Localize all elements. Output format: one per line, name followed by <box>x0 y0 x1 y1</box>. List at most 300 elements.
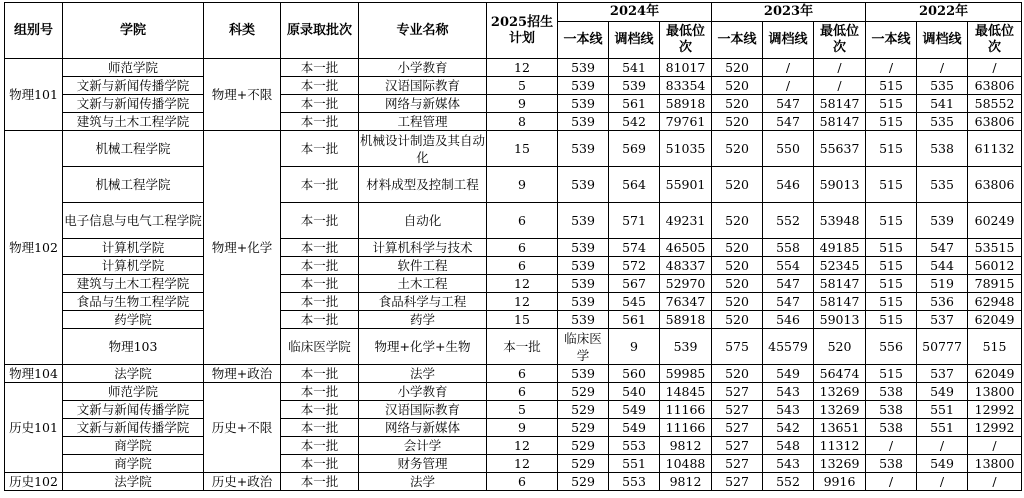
y2022-rank-cell: 78915 <box>968 275 1022 293</box>
y2023-line-cell: 520 <box>712 113 763 131</box>
header-major: 专业名称 <box>359 3 487 59</box>
college-cell: 师范学院 <box>63 383 204 401</box>
subject-cell: 物理+政治 <box>204 365 281 383</box>
table-row <box>5 59 1022 77</box>
y2024-cutoff-cell: 545 <box>609 293 660 311</box>
y2024-cutoff-cell: 572 <box>609 257 660 275</box>
y2024-cutoff-cell: 561 <box>609 311 660 329</box>
y2022-rank-cell: 56012 <box>968 257 1022 275</box>
batch-cell: 本一批 <box>487 329 558 365</box>
table-row <box>5 401 1022 419</box>
y2022-cutoff-cell: 544 <box>917 257 968 275</box>
y2023-rank-cell: 58147 <box>814 113 866 131</box>
college-cell: 计算机学院 <box>63 257 204 275</box>
header-2023-cutoff: 调档线 <box>763 22 814 59</box>
y2022-line-cell: 538 <box>866 455 917 473</box>
y2023-line-cell: 520 <box>712 203 763 239</box>
y2022-line-cell: 538 <box>866 383 917 401</box>
major-cell: 食品科学与工程 <box>359 293 487 311</box>
group-cell: 历史101 <box>5 383 63 473</box>
header-year-2023: 2023年 <box>712 3 866 22</box>
y2022-line-cell: 515 <box>866 77 917 95</box>
y2022-cutoff-cell: 537 <box>917 365 968 383</box>
batch-cell: 本一批 <box>281 311 359 329</box>
y2022-line-cell: / <box>866 437 917 455</box>
header-subject: 科类 <box>204 3 281 59</box>
y2023-rank-cell: 50777 <box>917 329 968 365</box>
y2024-rank-cell: 11166 <box>660 401 712 419</box>
college-cell: 文新与新闻传播学院 <box>63 77 204 95</box>
y2023-line-cell: 520 <box>814 329 866 365</box>
y2023-cutoff-cell: 542 <box>763 419 814 437</box>
batch-cell: 本一批 <box>281 365 359 383</box>
y2022-cutoff-cell: 536 <box>917 293 968 311</box>
y2023-rank-cell: 58147 <box>814 275 866 293</box>
y2022-rank-cell: 63806 <box>968 167 1022 203</box>
table-row <box>5 311 1022 329</box>
college-cell: 商学院 <box>63 455 204 473</box>
y2022-rank-cell: 62948 <box>968 293 1022 311</box>
table-row <box>5 455 1022 473</box>
y2022-line-cell: 515 <box>866 293 917 311</box>
batch-cell: 本一批 <box>281 257 359 275</box>
college-cell: 文新与新闻传播学院 <box>63 95 204 113</box>
plan-cell: 5 <box>487 401 558 419</box>
header-2022-rank: 最低位次 <box>968 22 1022 59</box>
y2023-line-cell: 520 <box>712 239 763 257</box>
group-cell: 历史102 <box>5 473 63 491</box>
major-cell: 土木工程 <box>359 275 487 293</box>
y2023-line-cell: 520 <box>712 131 763 167</box>
group-cell: 物理101 <box>5 59 63 131</box>
y2023-cutoff-cell: 549 <box>763 365 814 383</box>
plan-cell: 9 <box>487 419 558 437</box>
plan-cell: 9 <box>487 95 558 113</box>
y2024-line-cell: 529 <box>558 401 609 419</box>
y2023-rank-cell: 59013 <box>814 311 866 329</box>
y2022-cutoff-cell: 547 <box>917 239 968 257</box>
y2022-rank-cell: 58552 <box>968 95 1022 113</box>
y2024-line-cell: 539 <box>558 77 609 95</box>
y2022-line-cell: 515 <box>866 167 917 203</box>
major-cell: 会计学 <box>359 437 487 455</box>
y2023-cutoff-cell: 556 <box>866 329 917 365</box>
y2023-cutoff-cell: / <box>763 59 814 77</box>
subject-cell: 历史+政治 <box>204 473 281 491</box>
table-row <box>5 95 1022 113</box>
y2023-rank-cell: 58147 <box>814 293 866 311</box>
header-batch: 原录取批次 <box>281 3 359 59</box>
y2023-rank-cell: / <box>814 77 866 95</box>
y2023-cutoff-cell: / <box>763 77 814 95</box>
college-cell: 法学院 <box>63 365 204 383</box>
batch-cell: 本一批 <box>281 131 359 167</box>
college-cell: 电子信息与电气工程学院 <box>63 203 204 239</box>
y2024-rank-cell: 14845 <box>660 383 712 401</box>
major-cell: 计算机科学与技术 <box>359 239 487 257</box>
plan-cell: 6 <box>487 257 558 275</box>
y2022-rank-cell: 13800 <box>968 455 1022 473</box>
y2023-line-cell: 520 <box>712 275 763 293</box>
plan-cell: 6 <box>487 383 558 401</box>
table-row <box>5 419 1022 437</box>
major-cell: 法学 <box>359 473 487 491</box>
y2024-cutoff-cell: 575 <box>712 329 763 365</box>
y2024-rank-cell: 9812 <box>660 437 712 455</box>
plan-cell: 12 <box>487 293 558 311</box>
y2022-rank-cell: 63806 <box>968 77 1022 95</box>
y2023-line-cell: 527 <box>712 455 763 473</box>
batch-cell: 本一批 <box>281 455 359 473</box>
table-row <box>5 239 1022 257</box>
y2022-cutoff-cell: 537 <box>917 311 968 329</box>
y2024-rank-cell: 10488 <box>660 455 712 473</box>
y2022-cutoff-cell: 549 <box>917 383 968 401</box>
major-cell: 小学教育 <box>359 383 487 401</box>
plan-cell: 6 <box>487 473 558 491</box>
y2023-cutoff-cell: 552 <box>763 473 814 491</box>
y2024-line-cell: 539 <box>558 131 609 167</box>
y2023-line-cell: 520 <box>712 59 763 77</box>
major-cell: 软件工程 <box>359 257 487 275</box>
y2023-line-cell: 520 <box>712 293 763 311</box>
y2022-rank-cell: 60249 <box>968 203 1022 239</box>
y2024-cutoff-cell: 542 <box>609 113 660 131</box>
y2024-line-cell: 539 <box>558 167 609 203</box>
y2022-line-cell: 515 <box>968 329 1022 365</box>
table-row <box>5 329 1022 365</box>
y2024-line-cell: 539 <box>558 59 609 77</box>
y2024-cutoff-cell: 574 <box>609 239 660 257</box>
y2023-line-cell: 520 <box>712 95 763 113</box>
y2023-rank-cell: 55637 <box>814 131 866 167</box>
y2023-line-cell: 527 <box>712 419 763 437</box>
y2024-line-cell: 529 <box>558 473 609 491</box>
y2024-line-cell: 539 <box>558 293 609 311</box>
y2024-cutoff-cell: 549 <box>609 419 660 437</box>
major-cell: 临床医学 <box>558 329 609 365</box>
y2022-rank-cell: 12992 <box>968 401 1022 419</box>
y2023-line-cell: 527 <box>712 437 763 455</box>
y2023-cutoff-cell: 547 <box>763 95 814 113</box>
major-cell: 法学 <box>359 365 487 383</box>
batch-cell: 本一批 <box>281 419 359 437</box>
y2023-line-cell: 520 <box>712 365 763 383</box>
batch-cell: 本一批 <box>281 383 359 401</box>
batch-cell: 本一批 <box>281 239 359 257</box>
y2023-cutoff-cell: 552 <box>763 203 814 239</box>
major-cell: 药学 <box>359 311 487 329</box>
y2022-cutoff-cell: 519 <box>917 275 968 293</box>
y2023-line-cell: 527 <box>712 401 763 419</box>
table-row <box>5 473 1022 491</box>
y2022-line-cell: 538 <box>866 419 917 437</box>
y2024-line-cell: 529 <box>558 419 609 437</box>
y2024-rank-cell: 11166 <box>660 419 712 437</box>
y2023-line-cell: 520 <box>712 77 763 95</box>
y2022-cutoff-cell: 539 <box>917 203 968 239</box>
plan-cell: 8 <box>487 113 558 131</box>
major-cell: 小学教育 <box>359 59 487 77</box>
y2022-cutoff-cell: 549 <box>917 455 968 473</box>
y2023-rank-cell: 49185 <box>814 239 866 257</box>
y2022-cutoff-cell: 551 <box>917 401 968 419</box>
y2023-cutoff-cell: 550 <box>763 131 814 167</box>
y2022-line-cell: 538 <box>866 401 917 419</box>
header-2022-cutoff: 调档线 <box>917 22 968 59</box>
y2024-line-cell: 529 <box>558 455 609 473</box>
y2024-rank-cell: 9812 <box>660 473 712 491</box>
y2024-cutoff-cell: 539 <box>609 77 660 95</box>
major-cell: 机械设计制造及其自动化 <box>360 132 486 165</box>
major-cell: 工程管理 <box>359 113 487 131</box>
y2022-rank-cell: / <box>968 437 1022 455</box>
y2022-rank-cell: 62049 <box>968 365 1022 383</box>
plan-cell: 12 <box>487 59 558 77</box>
y2024-cutoff-cell: 549 <box>609 401 660 419</box>
y2023-rank-cell: 52345 <box>814 257 866 275</box>
table-row <box>5 293 1022 311</box>
y2024-line-cell: 539 <box>558 257 609 275</box>
y2024-rank-cell: 83354 <box>660 77 712 95</box>
y2024-cutoff-cell: 551 <box>609 455 660 473</box>
y2024-line-cell: 529 <box>558 383 609 401</box>
college-cell: 法学院 <box>63 473 204 491</box>
header-2024-line: 一本线 <box>558 22 609 59</box>
y2024-cutoff-cell: 541 <box>609 59 660 77</box>
college-cell: 商学院 <box>63 437 204 455</box>
y2022-line-cell: 515 <box>866 257 917 275</box>
college-cell: 临床医学院 <box>281 329 359 365</box>
y2022-rank-cell: 13800 <box>968 383 1022 401</box>
y2023-rank-cell: 59013 <box>814 167 866 203</box>
y2022-line-cell: 515 <box>866 203 917 239</box>
major-cell: 汉语国际教育 <box>359 77 487 95</box>
subject-cell: 物理+化学+生物 <box>359 329 487 365</box>
major-cell: 汉语国际教育 <box>359 401 487 419</box>
table-row <box>5 167 1022 203</box>
college-cell: 食品与生物工程学院 <box>63 293 204 311</box>
plan-cell: 12 <box>487 275 558 293</box>
y2023-rank-cell: / <box>814 59 866 77</box>
batch-cell: 本一批 <box>281 113 359 131</box>
subject-cell: 历史+不限 <box>204 383 281 473</box>
y2023-rank-cell: 9916 <box>814 473 866 491</box>
plan-cell: 15 <box>487 131 558 167</box>
y2022-line-cell: 515 <box>866 131 917 167</box>
plan-cell: 6 <box>487 203 558 239</box>
y2024-line-cell: 539 <box>558 275 609 293</box>
subject-cell: 物理+不限 <box>204 59 281 131</box>
y2024-rank-cell: 45579 <box>763 329 814 365</box>
y2024-rank-cell: 58918 <box>660 311 712 329</box>
table-row <box>5 257 1022 275</box>
plan-cell: 5 <box>487 77 558 95</box>
y2022-line-cell: 515 <box>866 365 917 383</box>
college-cell: 文新与新闻传播学院 <box>63 419 204 437</box>
major-cell: 网络与新媒体 <box>359 419 487 437</box>
header-2023-line: 一本线 <box>712 22 763 59</box>
header-2023-rank: 最低位次 <box>814 22 866 59</box>
college-cell: 建筑与土木工程学院 <box>63 113 204 131</box>
batch-cell: 本一批 <box>281 473 359 491</box>
group-cell: 物理102 <box>5 131 63 365</box>
table-row <box>5 365 1022 383</box>
y2024-cutoff-cell: 560 <box>609 365 660 383</box>
y2023-cutoff-cell: 543 <box>763 401 814 419</box>
y2024-rank-cell: 49231 <box>660 203 712 239</box>
college-cell: 计算机学院 <box>63 239 204 257</box>
group-cell: 物理104 <box>5 365 63 383</box>
header-plan: 2025招生计划 <box>487 3 558 59</box>
y2024-cutoff-cell: 569 <box>609 131 660 167</box>
y2023-cutoff-cell: 547 <box>763 113 814 131</box>
y2024-rank-cell: 59985 <box>660 365 712 383</box>
major-cell: 材料成型及控制工程 <box>359 167 487 203</box>
y2023-cutoff-cell: 548 <box>763 437 814 455</box>
college-cell: 机械工程学院 <box>63 131 204 167</box>
batch-cell: 本一批 <box>281 167 359 203</box>
plan-cell: 12 <box>487 455 558 473</box>
plan-cell: 9 <box>609 329 660 365</box>
table-row <box>5 113 1022 131</box>
header-2024-rank: 最低位次 <box>660 22 712 59</box>
y2024-line-cell: 539 <box>660 329 712 365</box>
major-cell: 自动化 <box>359 203 487 239</box>
y2023-rank-cell: 13651 <box>814 419 866 437</box>
y2024-rank-cell: 52970 <box>660 275 712 293</box>
y2022-line-cell: 515 <box>866 239 917 257</box>
y2024-line-cell: 539 <box>558 365 609 383</box>
major-cell: 财务管理 <box>359 455 487 473</box>
y2024-rank-cell: 81017 <box>660 59 712 77</box>
batch-cell: 本一批 <box>281 293 359 311</box>
batch-cell: 本一批 <box>281 401 359 419</box>
y2024-line-cell: 539 <box>558 95 609 113</box>
y2023-rank-cell: 56474 <box>814 365 866 383</box>
y2024-cutoff-cell: 553 <box>609 473 660 491</box>
plan-cell: 9 <box>487 167 558 203</box>
y2024-cutoff-cell: 561 <box>609 95 660 113</box>
header-group: 组别号 <box>5 3 63 59</box>
y2022-cutoff-cell: 535 <box>917 113 968 131</box>
y2022-cutoff-cell: 538 <box>917 131 968 167</box>
batch-cell: 本一批 <box>281 275 359 293</box>
y2022-line-cell: / <box>866 473 917 491</box>
y2022-line-cell: 515 <box>866 275 917 293</box>
y2022-rank-cell: 12992 <box>968 419 1022 437</box>
y2022-cutoff-cell: / <box>917 437 968 455</box>
y2024-rank-cell: 55901 <box>660 167 712 203</box>
y2023-line-cell: 520 <box>712 167 763 203</box>
y2022-rank-cell: / <box>968 473 1022 491</box>
college-cell: 师范学院 <box>63 59 204 77</box>
y2023-cutoff-cell: 543 <box>763 383 814 401</box>
y2023-cutoff-cell: 546 <box>763 167 814 203</box>
batch-cell: 本一批 <box>281 203 359 239</box>
batch-cell: 本一批 <box>281 77 359 95</box>
y2022-line-cell: 515 <box>866 311 917 329</box>
y2024-line-cell: 539 <box>558 203 609 239</box>
table-row <box>5 275 1022 293</box>
plan-cell: 6 <box>487 365 558 383</box>
y2024-line-cell: 539 <box>558 311 609 329</box>
y2023-rank-cell: 11312 <box>814 437 866 455</box>
y2022-cutoff-cell: / <box>917 59 968 77</box>
y2022-cutoff-cell: 551 <box>917 419 968 437</box>
major-cell: 网络与新媒体 <box>359 95 487 113</box>
admission-table <box>4 2 1022 491</box>
y2022-cutoff-cell: 541 <box>917 95 968 113</box>
plan-cell: 15 <box>487 311 558 329</box>
y2024-rank-cell: 46505 <box>660 239 712 257</box>
batch-cell: 本一批 <box>281 437 359 455</box>
y2023-cutoff-cell: 547 <box>763 293 814 311</box>
y2023-line-cell: 520 <box>712 311 763 329</box>
header-2022-line: 一本线 <box>866 22 917 59</box>
y2023-cutoff-cell: 547 <box>763 275 814 293</box>
table-row <box>5 77 1022 95</box>
y2024-cutoff-cell: 571 <box>609 203 660 239</box>
y2023-line-cell: 527 <box>712 473 763 491</box>
y2024-cutoff-cell: 564 <box>609 167 660 203</box>
college-cell: 文新与新闻传播学院 <box>63 401 204 419</box>
y2023-rank-cell: 13269 <box>814 401 866 419</box>
table-body <box>5 59 1022 491</box>
y2024-rank-cell: 58918 <box>660 95 712 113</box>
y2023-cutoff-cell: 558 <box>763 239 814 257</box>
y2022-rank-cell: 63806 <box>968 113 1022 131</box>
y2022-cutoff-cell: / <box>917 473 968 491</box>
table-row <box>5 437 1022 455</box>
y2023-cutoff-cell: 543 <box>763 455 814 473</box>
y2023-cutoff-cell: 554 <box>763 257 814 275</box>
y2024-line-cell: 529 <box>558 437 609 455</box>
y2022-rank-cell: 53515 <box>968 239 1022 257</box>
y2022-rank-cell: / <box>968 59 1022 77</box>
table-row <box>5 203 1022 239</box>
y2024-cutoff-cell: 553 <box>609 437 660 455</box>
header-year-2022: 2022年 <box>866 3 1022 22</box>
table-row <box>5 131 1022 167</box>
header-2024-cutoff: 调档线 <box>609 22 660 59</box>
college-cell: 建筑与土木工程学院 <box>63 275 204 293</box>
y2023-rank-cell: 13269 <box>814 455 866 473</box>
y2022-line-cell: / <box>866 59 917 77</box>
college-cell: 机械工程学院 <box>63 167 204 203</box>
y2024-rank-cell: 76347 <box>660 293 712 311</box>
y2023-line-cell: 520 <box>712 257 763 275</box>
header-college: 学院 <box>63 3 204 59</box>
plan-cell: 12 <box>487 437 558 455</box>
y2024-rank-cell: 79761 <box>660 113 712 131</box>
header-year-2024: 2024年 <box>558 3 712 22</box>
y2023-rank-cell: 58147 <box>814 95 866 113</box>
y2024-cutoff-cell: 540 <box>609 383 660 401</box>
y2022-cutoff-cell: 535 <box>917 77 968 95</box>
subject-cell: 物理+化学 <box>204 131 281 365</box>
y2024-rank-cell: 51035 <box>660 131 712 167</box>
y2024-line-cell: 539 <box>558 113 609 131</box>
y2023-cutoff-cell: 546 <box>763 311 814 329</box>
group-cell: 物理103 <box>63 329 204 365</box>
table-row <box>5 383 1022 401</box>
y2022-cutoff-cell: 535 <box>917 167 968 203</box>
batch-cell: 本一批 <box>281 95 359 113</box>
y2022-line-cell: 515 <box>866 113 917 131</box>
y2022-rank-cell: 61132 <box>968 131 1022 167</box>
plan-cell: 6 <box>487 239 558 257</box>
